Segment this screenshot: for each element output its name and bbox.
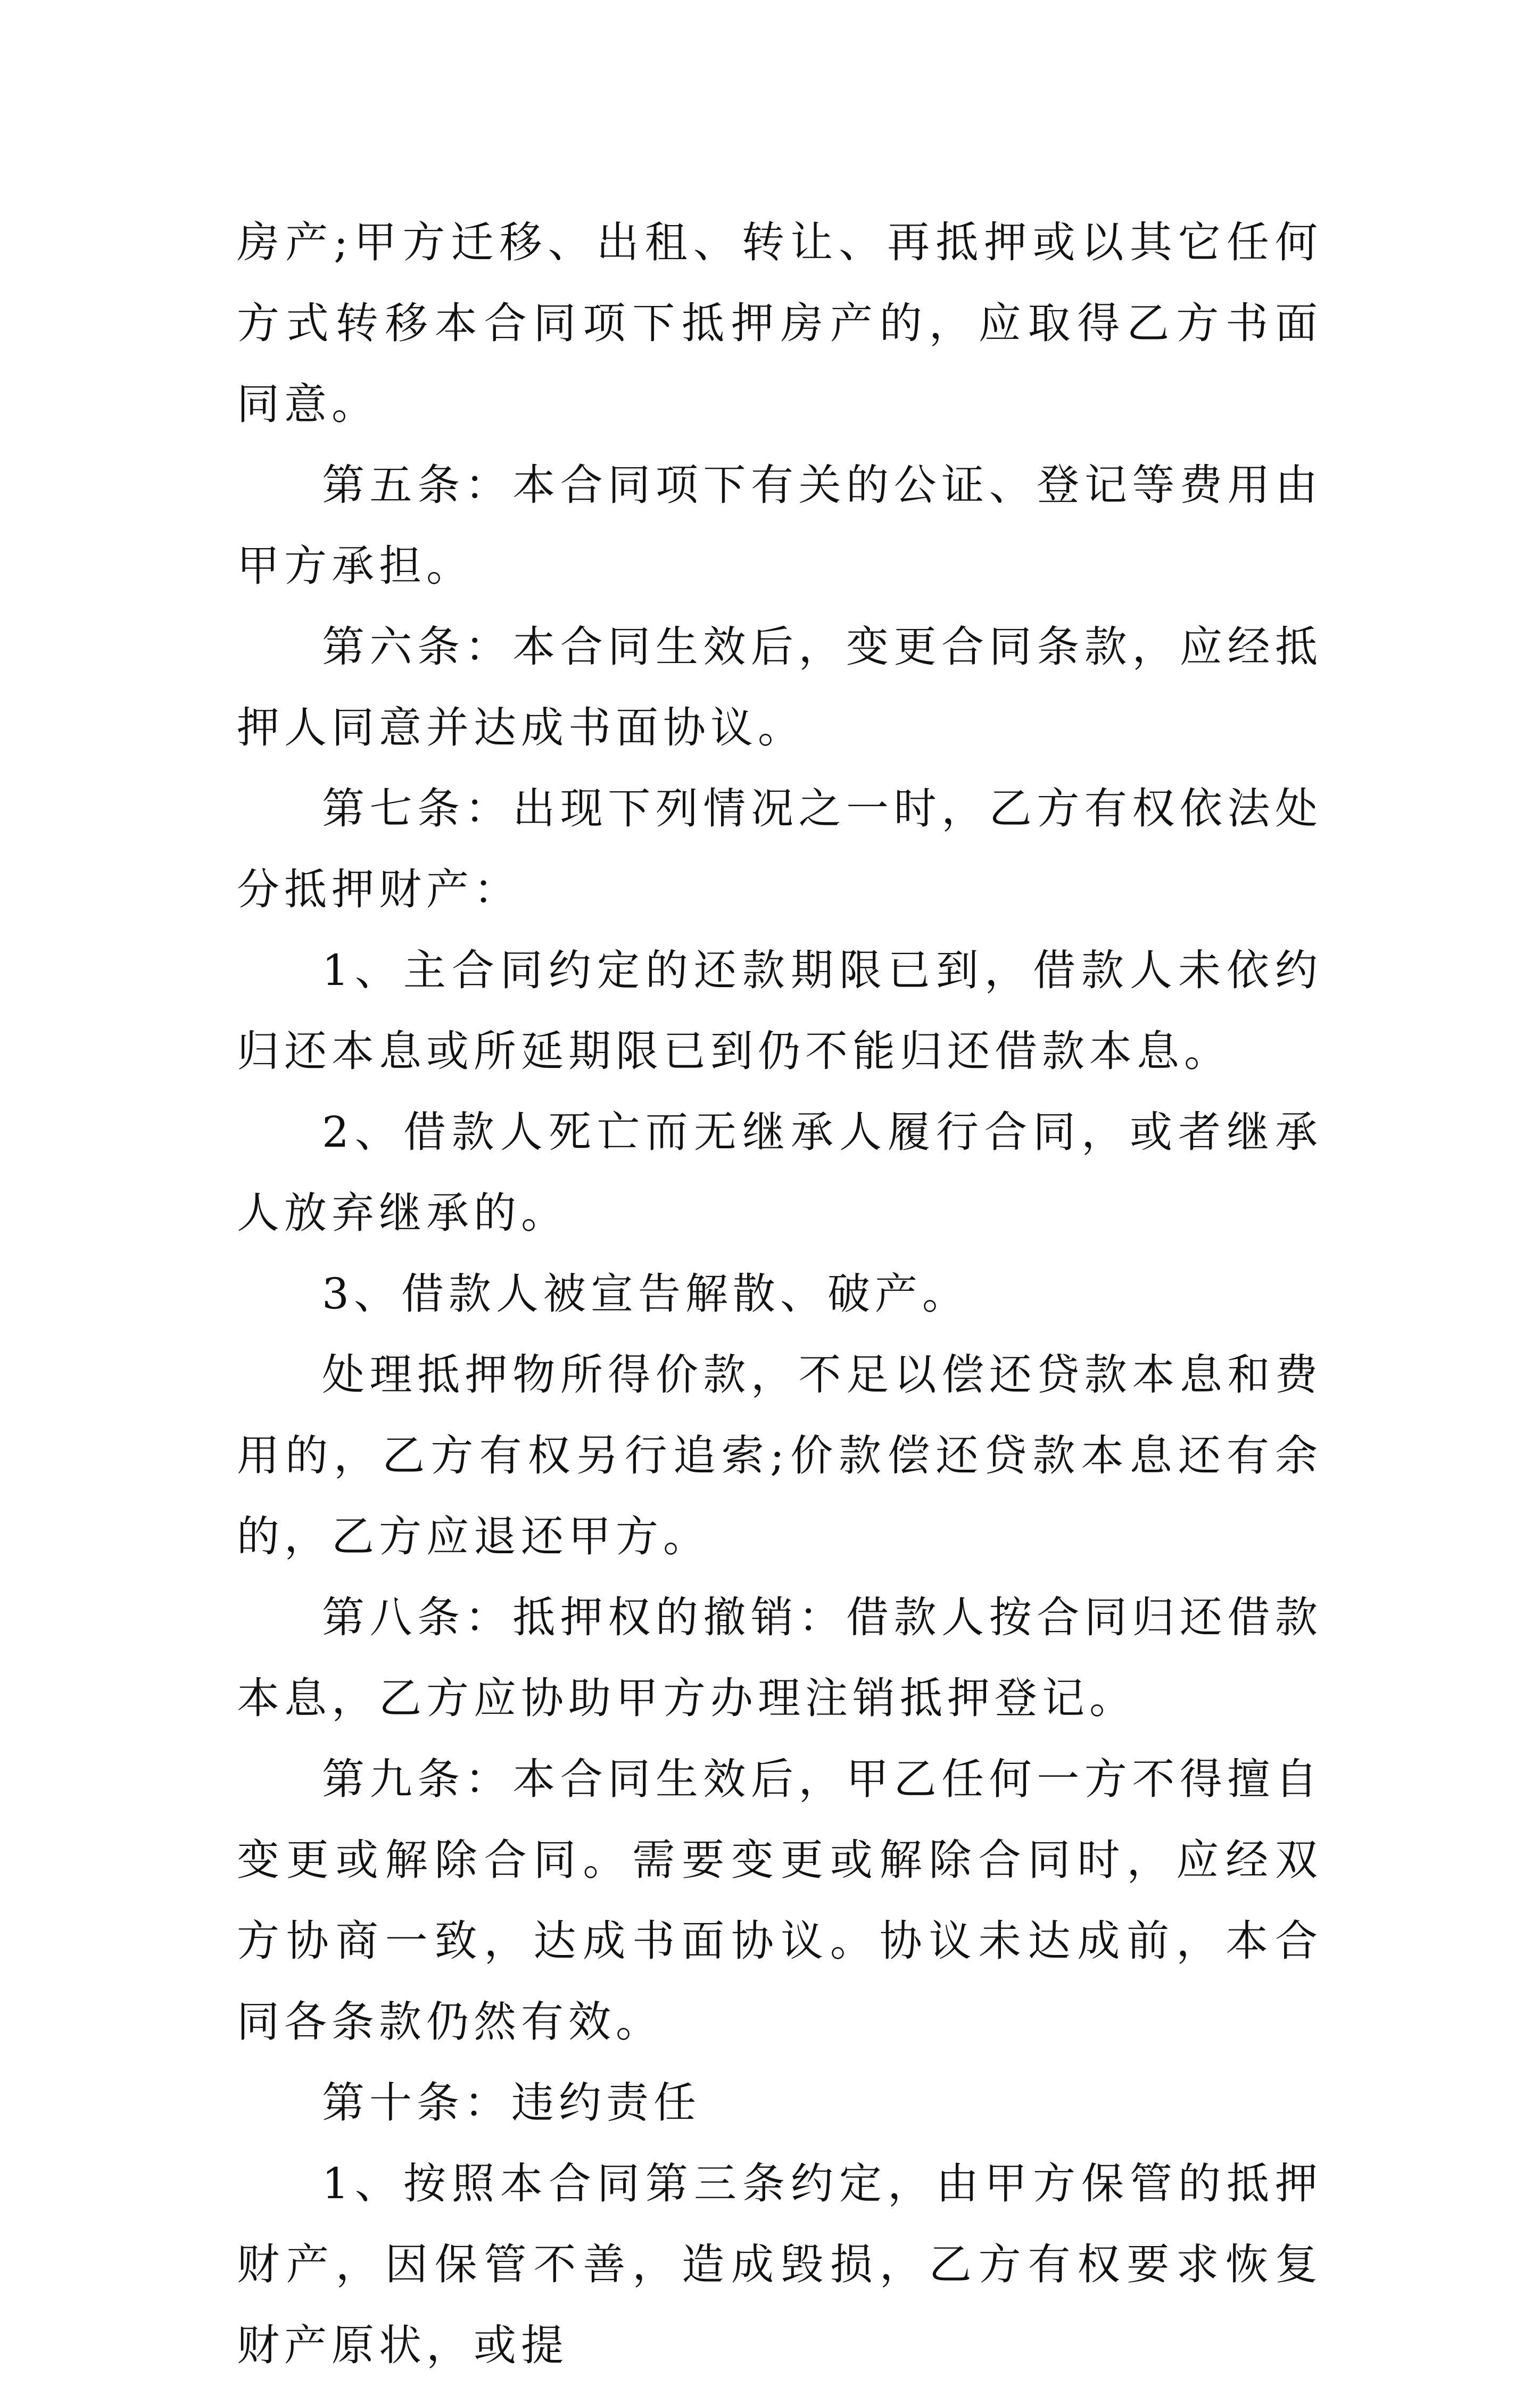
paragraph-1: 房产;甲方迁移、出租、转让、再抵押或以其它任何方式转移本合同项下抵押房产的，应取得乙方书面同意。 [237,218,1322,429]
paragraph-article-7-item-2: 2、借款人死亡而无继承人履行合同，或者继承人放弃继承的。 [237,1107,1322,1238]
paragraph-article-5: 第五条：本合同项下有关的公证、登记等费用由甲方承担。 [237,460,1322,591]
paragraph-article-10-item-1: 1、按照本合同第三条约定，由甲方保管的抵押财产，因保管不善，造成毁损，乙方有权要求恢复财产原状，或提 [237,2159,1322,2370]
paragraph-article-7-item-1: 1、主合同约定的还款期限已到，借款人未依约归还本息或所延期限已到仍不能归还借款本息。 [237,946,1322,1076]
document-body [237,202,1322,2386]
paragraph-article-7: 第七条：出现下列情况之一时，乙方有权依法处分抵押财产： [237,784,1322,914]
paragraph-disposal-proceeds: 处理抵押物所得价款，不足以偿还贷款本息和费用的，乙方有权另行追索;价款偿还贷款本息还有余的，乙方应退还甲方。 [237,1350,1322,1561]
paragraph-article-7-item-3: 3、借款人被宣告解散、破产。 [322,1269,970,1319]
paragraph-article-10: 第十条：违约责任 [322,2078,701,2127]
paragraph-article-9: 第九条：本合同生效后，甲乙任何一方不得擅自变更或解除合同。需要变更或解除合同时，应经双方协商一致，达成书面协议。协议未达成前，本合同各条款仍然有效。 [237,1754,1322,2047]
paragraph-article-6: 第六条：本合同生效后，变更合同条款，应经抵押人同意并达成书面协议。 [237,622,1322,752]
paragraph-article-8: 第八条：抵押权的撤销：借款人按合同归还借款本息，乙方应协助甲方办理注销抵押登记。 [237,1593,1322,1723]
